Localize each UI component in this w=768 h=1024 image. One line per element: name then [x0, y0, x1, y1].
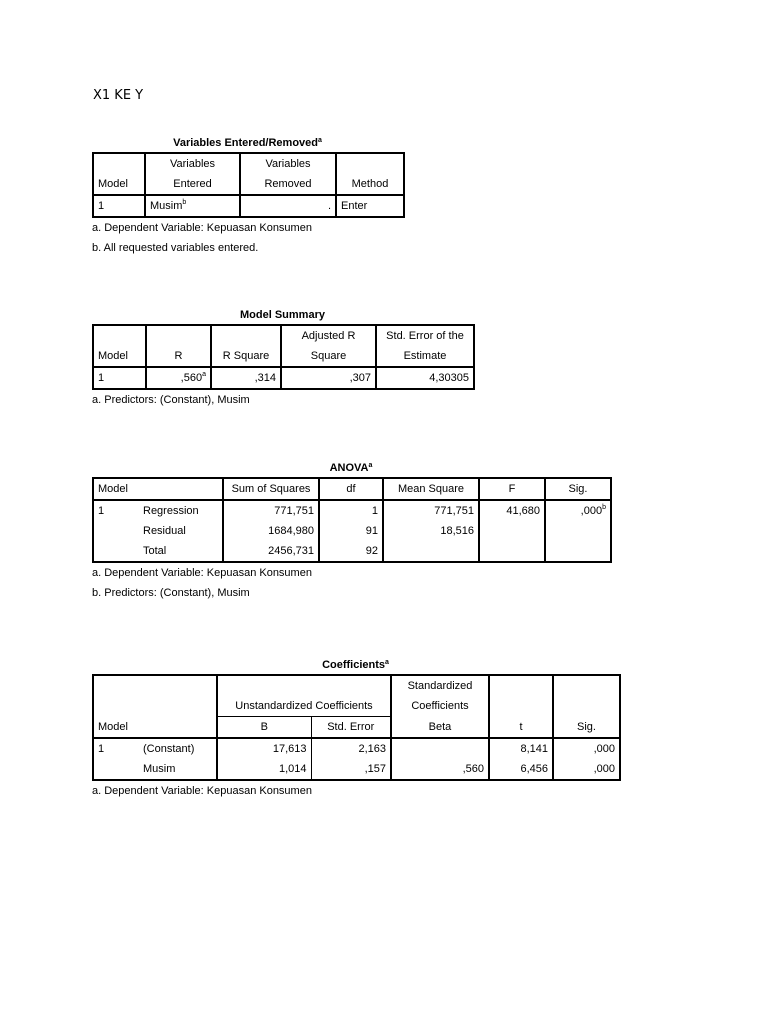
header-cell: Variables: [145, 153, 240, 174]
table-cell: 2,163: [311, 738, 391, 759]
table-cell: ,000: [553, 738, 620, 759]
table-row: [93, 367, 474, 389]
table-title: [92, 308, 473, 322]
footnote: a. Predictors: (Constant), Musim: [92, 394, 250, 406]
variables-entered-removed-section: [92, 136, 405, 258]
header-cell: Model: [93, 174, 145, 195]
header-cell: Std. Error of the: [376, 325, 474, 346]
header-cell: Mean Square: [383, 478, 479, 500]
table-row: [93, 759, 620, 780]
table-cell: [545, 541, 611, 562]
table-cell: 771,751: [383, 500, 479, 521]
table-cell: 1,014: [217, 759, 311, 780]
header-row: [93, 717, 620, 739]
header-cell: Coefficients: [391, 696, 489, 717]
header-row: [93, 346, 474, 367]
header-cell: Variables: [240, 153, 336, 174]
cell-superscript: b: [182, 199, 187, 206]
page-heading: X1 KE Y: [93, 88, 144, 103]
table-cell: 92: [319, 541, 383, 562]
table-cell: [93, 759, 139, 780]
title-superscript: a: [368, 462, 373, 469]
header-cell: [93, 696, 217, 717]
header-row: [93, 325, 474, 346]
table-cell: 18,516: [383, 521, 479, 541]
table-cell: ,157: [311, 759, 391, 780]
header-cell: Unstandardized Coefficients: [217, 696, 391, 717]
table-cell: 4,30305: [376, 367, 474, 389]
table-cell: 8,141: [489, 738, 553, 759]
header-cell: Model: [93, 478, 223, 500]
header-cell: [93, 153, 145, 174]
table-cell: [146, 367, 211, 389]
header-cell: Entered: [145, 174, 240, 195]
cell-superscript: a: [202, 371, 206, 378]
cell-value: ,560: [180, 372, 203, 384]
header-cell: Model: [93, 717, 217, 739]
header-cell: Method: [336, 174, 404, 195]
header-cell: t: [489, 717, 553, 739]
header-cell: Std. Error: [311, 717, 391, 739]
footnote: b. All requested variables entered.: [92, 242, 259, 254]
header-row: [93, 675, 620, 696]
footnote: a. Dependent Variable: Kepuasan Konsumen: [92, 567, 312, 579]
header-cell: Beta: [391, 717, 489, 739]
footnote: a. Dependent Variable: Kepuasan Konsumen: [92, 222, 312, 234]
title-text: Model Summary: [240, 309, 325, 321]
header-cell: Sum of Squares: [223, 478, 319, 500]
table-cell: Musim: [143, 763, 176, 775]
table-cell: Total: [143, 545, 167, 557]
table-cell: 771,751: [223, 500, 319, 521]
table-cell: ,314: [211, 367, 281, 389]
table-cell: Regression: [143, 505, 199, 517]
header-cell: df: [319, 478, 383, 500]
header-cell: Model: [93, 346, 146, 367]
table-cell: [479, 541, 545, 562]
table-cell: [391, 738, 489, 759]
header-row: [93, 478, 611, 500]
header-cell: [553, 696, 620, 717]
header-cell: R Square: [211, 346, 281, 367]
table-cell: Enter: [336, 195, 404, 217]
header-cell: [146, 325, 211, 346]
header-cell: [93, 675, 217, 696]
cell-value: Musim: [150, 200, 183, 212]
header-cell: B: [217, 717, 311, 739]
header-row: [93, 174, 404, 195]
header-cell: [211, 325, 281, 346]
cell-superscript: b: [602, 504, 606, 511]
table-cell: .: [240, 195, 336, 217]
anova-table: [92, 477, 612, 563]
table-cell: [93, 541, 139, 562]
table-cell: (Constant): [143, 743, 195, 755]
header-cell: Sig.: [553, 717, 620, 739]
header-cell: [93, 325, 146, 346]
table-cell: 2456,731: [223, 541, 319, 562]
table-cell: Residual: [143, 525, 186, 537]
header-cell: Removed: [240, 174, 336, 195]
header-row: [93, 153, 404, 174]
table-row: [93, 195, 404, 217]
anova-section: [92, 461, 612, 603]
table-row: [93, 738, 620, 759]
title-text: Variables Entered/Removed: [173, 137, 318, 149]
header-cell: Square: [281, 346, 376, 367]
table-title: [92, 136, 403, 150]
table-title: [92, 461, 610, 475]
table-row: [93, 521, 611, 541]
coefficients-section: [92, 658, 621, 801]
header-cell: R: [146, 346, 211, 367]
table-cell: 17,613: [217, 738, 311, 759]
table-title: [92, 658, 619, 672]
table-cell: 1: [98, 200, 105, 212]
table-cell: ,307: [281, 367, 376, 389]
table-cell: 41,680: [479, 500, 545, 521]
table-cell: 6,456: [489, 759, 553, 780]
header-cell: Standardized: [391, 675, 489, 696]
table-row: [93, 500, 611, 521]
table-cell: ,000: [553, 759, 620, 780]
model-summary-table: [92, 324, 475, 390]
header-row: [93, 696, 620, 717]
model-summary-section: [92, 308, 475, 410]
title-text: ANOVA: [329, 462, 369, 474]
table-cell: [479, 521, 545, 541]
header-cell: Adjusted R: [281, 325, 376, 346]
table-cell: 1: [98, 372, 105, 384]
table-cell: ,560: [391, 759, 489, 780]
cell-value: ,000: [580, 505, 603, 517]
table-cell: 1: [98, 505, 105, 517]
header-cell: [217, 675, 391, 696]
header-cell: Estimate: [376, 346, 474, 367]
table-row: [93, 541, 611, 562]
table-cell: 1: [98, 743, 105, 755]
header-cell: [489, 675, 553, 696]
header-cell: F: [479, 478, 545, 500]
table-cell: 1684,980: [223, 521, 319, 541]
table-cell: [145, 195, 240, 217]
table-cell: 1: [319, 500, 383, 521]
title-superscript: a: [318, 137, 322, 144]
title-superscript: a: [385, 659, 389, 666]
header-cell: [553, 675, 620, 696]
table-cell: [93, 521, 139, 541]
table-cell: 91: [319, 521, 383, 541]
table-cell: [545, 500, 611, 521]
table-cell: [545, 521, 611, 541]
header-cell: Sig.: [545, 478, 611, 500]
variables-entered-removed-table: [92, 152, 405, 218]
title-text: Coefficients: [322, 659, 386, 671]
footnote: b. Predictors: (Constant), Musim: [92, 587, 250, 599]
header-cell: [489, 696, 553, 717]
header-cell: [336, 153, 404, 174]
footnote: a. Dependent Variable: Kepuasan Konsumen: [92, 785, 312, 797]
coefficients-table: [92, 674, 621, 781]
table-cell: [383, 541, 479, 562]
